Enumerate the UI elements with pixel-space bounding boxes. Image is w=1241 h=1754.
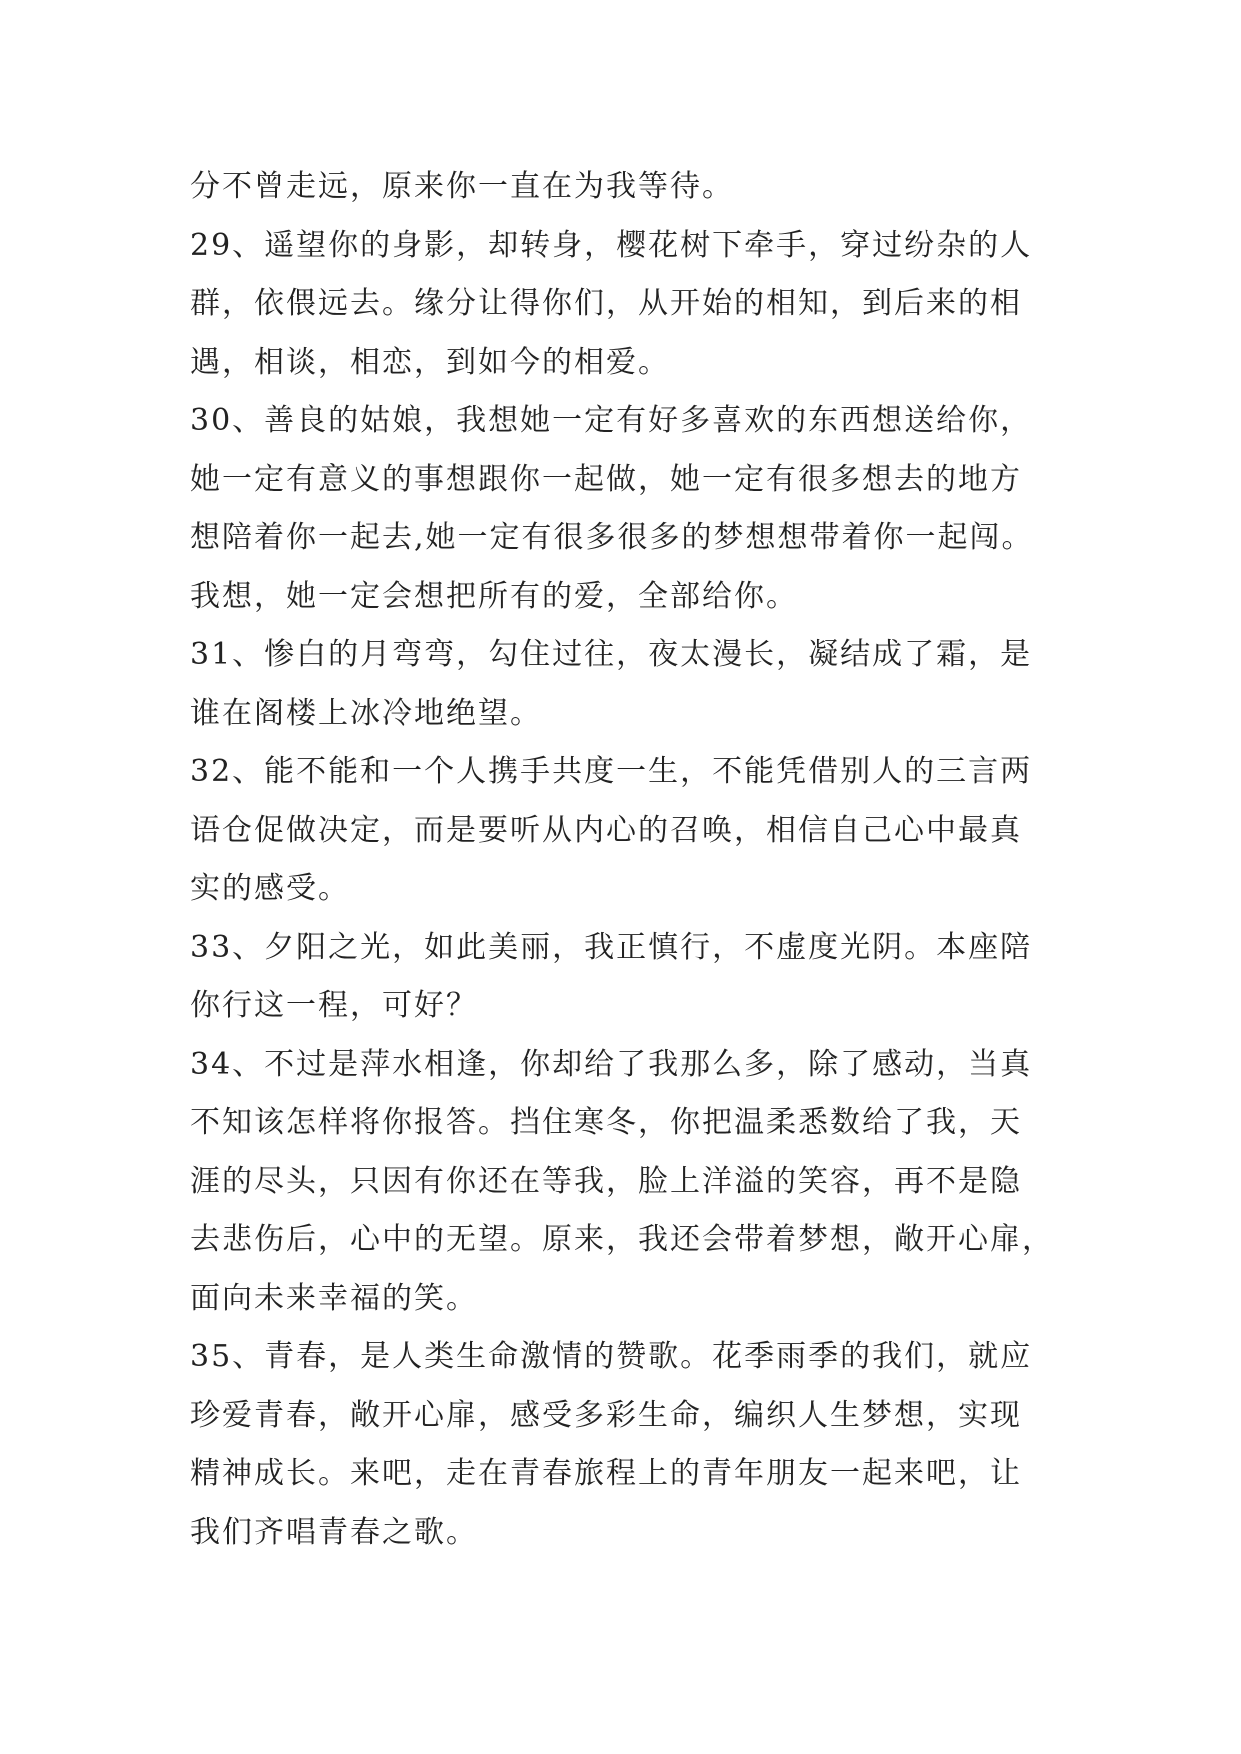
text-line: 你行这一程，可好？ xyxy=(190,988,478,1023)
text-line: 34、不过是萍水相逢，你却给了我那么多，除了感动，当真 xyxy=(190,1046,1033,1082)
text-line: 想陪着你一起去,她一定有很多很多的梦想想带着你一起闯。 xyxy=(190,520,1034,555)
text-line: 面向未来幸福的笑。 xyxy=(190,1280,478,1316)
text-line: 她一定有意义的事想跟你一起做，她一定有很多想去的地方 xyxy=(190,461,1022,497)
text-line: 语仓促做决定，而是要听从内心的召唤，相信自己心中最真 xyxy=(190,812,1022,848)
text-line: 精神成长。来吧，走在青春旅程上的青年朋友一起来吧，让 xyxy=(190,1456,1022,1491)
text-line: 33、夕阳之光，如此美丽，我正慎行，不虚度光阴。本座陪 xyxy=(190,929,1033,965)
text-line: 32、能不能和一个人携手共度一生，不能凭借别人的三言两 xyxy=(190,754,1033,789)
text-line: 我想，她一定会想把所有的爱，全部给你。 xyxy=(190,578,798,614)
text-line: 群，依偎远去。缘分让得你们，从开始的相知，到后来的相 xyxy=(190,286,1022,321)
text-line: 谁在阁楼上冰冷地绝望。 xyxy=(190,695,542,731)
text-line: 去悲伤后，心中的无望。原来，我还会带着梦想，敞开心扉， xyxy=(190,1222,1054,1257)
text-line: 实的感受。 xyxy=(190,871,350,906)
text-line: 31、惨白的月弯弯，勾住过往，夜太漫长，凝结成了霜，是 xyxy=(190,637,1033,672)
text-line: 遇，相谈，相恋，到如今的相爱。 xyxy=(190,344,670,380)
text-line: 30、善良的姑娘，我想她一定有好多喜欢的东西想送给你， xyxy=(190,403,1033,438)
text-line: 不知该怎样将你报答。挡住寒冬，你把温柔悉数给了我，天 xyxy=(190,1105,1022,1140)
text-line: 分不曾走远，原来你一直在为我等待。 xyxy=(190,169,734,204)
text-line: 29、遥望你的身影，却转身，樱花树下牵手，穿过纷杂的人 xyxy=(190,227,1033,263)
text-line: 35、青春，是人类生命激情的赞歌。花季雨季的我们，就应 xyxy=(190,1339,1033,1374)
text-line: 我们齐唱青春之歌。 xyxy=(190,1514,478,1550)
body-text xyxy=(190,158,1060,1562)
text-line: 涯的尽头，只因有你还在等我，脸上洋溢的笑容，再不是隐 xyxy=(190,1163,1022,1199)
text-line: 珍爱青春，敞开心扉，感受多彩生命，编织人生梦想，实现 xyxy=(190,1397,1022,1433)
